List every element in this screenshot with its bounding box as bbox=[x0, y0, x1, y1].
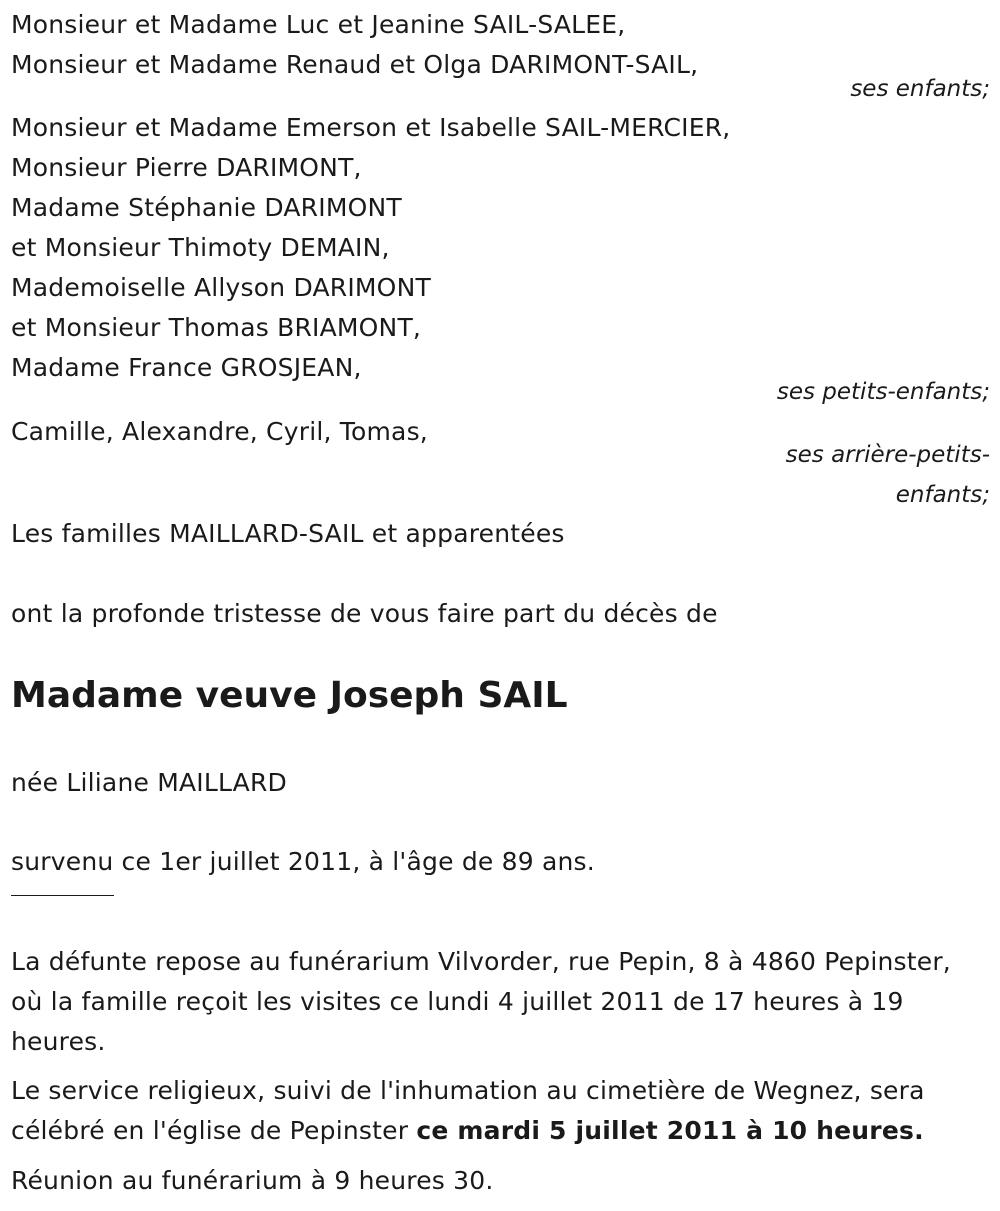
great-grandchildren-line: Camille, Alexandre, Cyril, Tomas, bbox=[11, 417, 428, 446]
children-line-1: Monsieur et Madame Luc et Jeanine SAIL-SALEE, bbox=[11, 10, 626, 39]
grandchildren-line-5: Mademoiselle Allyson DARIMONT bbox=[11, 273, 431, 302]
viewing-paragraph: La défunte repose au funérarium Vilvorder, rue Pepin, 8 à 4860 Pepinster, où la famille reçoit les visites ce lundi 4 juillet 2011 de 17 heures à 19 heures. bbox=[11, 947, 951, 1056]
deceased-name: Madame veuve Joseph SAIL bbox=[11, 675, 568, 716]
service-paragraph bbox=[11, 1071, 986, 1151]
children-line-2: Monsieur et Madame Renaud et Olga DARIMONT-SAIL, bbox=[11, 50, 699, 79]
announcement-line: ont la profonde tristesse de vous faire part du décès de bbox=[11, 599, 718, 628]
children-role: ses enfants; bbox=[850, 76, 990, 102]
grandchildren-line-3: Madame Stéphanie DARIMONT bbox=[11, 193, 402, 222]
grandchildren-line-6: et Monsieur Thomas BRIAMONT, bbox=[11, 313, 422, 342]
service-text: Le service religieux, suivi de l'inhumation au cimetière de Wegnez, sera célébré en l'église de Pepinster bbox=[11, 1076, 925, 1145]
grandchildren-line-1: Monsieur et Madame Emerson et Isabelle SAIL-MERCIER, bbox=[11, 113, 731, 142]
grandchildren-line-4: et Monsieur Thimoty DEMAIN, bbox=[11, 233, 390, 262]
great-grandchildren-role-2: enfants; bbox=[895, 482, 990, 508]
grandchildren-line-7: Madame France GROSJEAN, bbox=[11, 353, 362, 382]
grandchildren-line-2: Monsieur Pierre DARIMONT, bbox=[11, 153, 362, 182]
service-datetime: ce mardi 5 juillet 2011 à 10 heures. bbox=[416, 1116, 924, 1145]
families-line: Les familles MAILLARD-SAIL et apparentées bbox=[11, 519, 565, 548]
separator-line bbox=[11, 895, 114, 896]
death-line: survenu ce 1er juillet 2011, à l'âge de 89 ans. bbox=[11, 847, 595, 876]
birth-name: née Liliane MAILLARD bbox=[11, 768, 288, 797]
meeting-paragraph: Réunion au funérarium à 9 heures 30. bbox=[11, 1166, 494, 1195]
grandchildren-role: ses petits-enfants; bbox=[776, 379, 990, 405]
great-grandchildren-role-1: ses arrière-petits- bbox=[785, 442, 990, 468]
